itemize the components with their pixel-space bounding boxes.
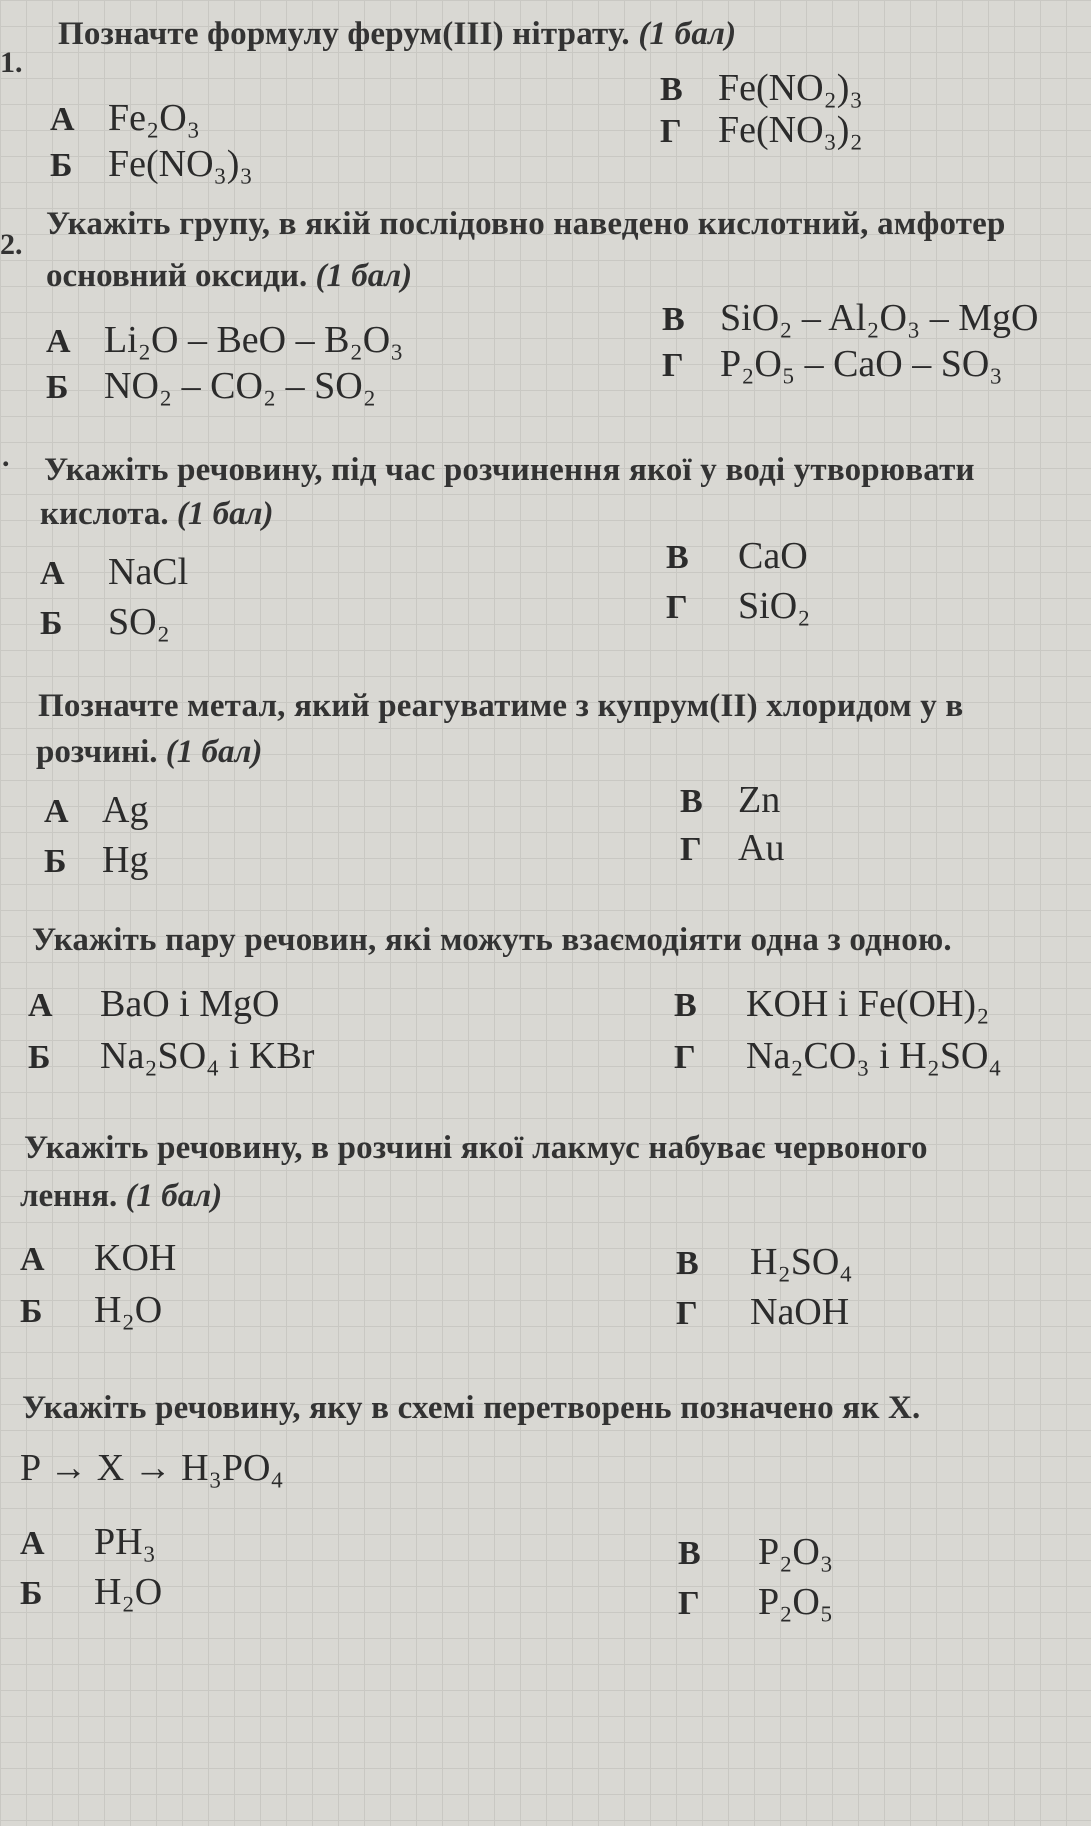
option-letter: А xyxy=(40,555,65,592)
option-g[interactable] xyxy=(666,584,810,628)
points-label: (1 бал) xyxy=(315,258,413,294)
question-stem: Укажіть речовину, яку в схемі перетворень позначено як X. xyxy=(22,1390,921,1426)
option-letter: В xyxy=(678,1535,701,1572)
question-stem: Укажіть пару речовин, які можуть взаємодіяти одна з одною. xyxy=(32,922,952,958)
option-a[interactable] xyxy=(46,318,403,362)
option-letter: Г xyxy=(680,831,702,868)
option-value: SO₂ xyxy=(108,601,170,643)
question-text xyxy=(22,1390,920,1427)
option-value: NaOH xyxy=(750,1291,850,1333)
option-value: SiO₂ – Al₂O₃ – MgO xyxy=(720,297,1039,339)
points-label: (1 бал) xyxy=(176,496,274,532)
option-g[interactable] xyxy=(676,1290,849,1334)
option-letter: Б xyxy=(46,369,69,406)
option-a[interactable] xyxy=(20,1236,176,1280)
option-value: P₂O₅ xyxy=(758,1581,834,1623)
option-letter: Б xyxy=(20,1575,43,1612)
option-letter: В xyxy=(674,987,697,1024)
option-value: KOH xyxy=(94,1237,177,1279)
question-text xyxy=(24,1130,928,1167)
option-value: Zn xyxy=(738,779,781,821)
points-label: (1 бал) xyxy=(638,16,737,52)
option-letter: В xyxy=(676,1245,699,1282)
option-a[interactable] xyxy=(40,550,188,594)
option-value: Li₂O – BeO – B₂O₃ xyxy=(104,319,404,361)
option-letter: В xyxy=(660,71,683,108)
points-label: (1 бал) xyxy=(165,734,263,770)
question-number: 1. xyxy=(0,46,23,79)
option-value: PH₃ xyxy=(94,1521,156,1563)
option-v[interactable] xyxy=(680,778,780,822)
option-value: Hg xyxy=(102,839,149,881)
question-stem-cont: розчині. xyxy=(36,734,158,770)
question-stem: Укажіть речовину, в розчині якої лакмус набуває червоного xyxy=(24,1130,928,1166)
option-value: NO₂ – CO₂ – SO₂ xyxy=(104,365,376,407)
option-g[interactable] xyxy=(660,108,863,152)
option-a[interactable] xyxy=(28,982,279,1026)
question-text-line2 xyxy=(20,1178,222,1215)
option-g[interactable] xyxy=(680,826,784,870)
option-value: Fe(NO₂)₃ xyxy=(718,67,863,109)
option-g[interactable] xyxy=(678,1580,833,1624)
option-v[interactable] xyxy=(660,66,863,110)
question-text-line2 xyxy=(46,258,412,295)
question-text-line2 xyxy=(40,496,274,533)
points-label: (1 бал) xyxy=(125,1178,223,1214)
option-letter: Б xyxy=(50,147,73,184)
question-text xyxy=(38,688,963,725)
option-letter: Г xyxy=(676,1295,698,1332)
option-value: BaO і MgO xyxy=(100,983,280,1025)
option-value: P₂O₃ xyxy=(758,1531,834,1573)
question-stem: Позначте метал, який реагуватиме з купрум(II) хлоридом у в xyxy=(38,688,964,724)
question-number: 2. xyxy=(0,228,23,261)
conversion-scheme: P → X → H₃PO₄ xyxy=(20,1447,284,1489)
option-value: NaCl xyxy=(108,551,189,593)
question-text xyxy=(46,206,1006,243)
option-letter: А xyxy=(50,101,75,138)
option-v[interactable] xyxy=(676,1240,853,1284)
option-letter: Б xyxy=(28,1039,51,1076)
question-text-line2 xyxy=(36,734,262,771)
option-letter: Г xyxy=(662,347,684,384)
option-value: Na₂SO₄ і KBr xyxy=(100,1035,315,1077)
option-b[interactable] xyxy=(28,1034,314,1078)
option-letter: Г xyxy=(674,1039,696,1076)
option-b[interactable] xyxy=(20,1570,162,1614)
option-value: KOH і Fe(OH)₂ xyxy=(746,983,990,1025)
question-text xyxy=(44,452,975,489)
question-text xyxy=(32,922,952,959)
option-b[interactable] xyxy=(50,142,253,186)
option-v[interactable] xyxy=(666,534,808,578)
option-letter: А xyxy=(44,793,69,830)
question-stem-cont: основний оксиди. xyxy=(46,258,308,294)
option-v[interactable] xyxy=(662,296,1038,340)
option-value: P₂O₅ – CaO – SO₃ xyxy=(720,343,1003,385)
option-value: Fe(NO₃)₂ xyxy=(718,109,863,151)
option-value: H₂SO₄ xyxy=(750,1241,853,1283)
option-letter: Б xyxy=(44,843,67,880)
option-letter: Б xyxy=(20,1293,43,1330)
option-a[interactable] xyxy=(44,788,148,832)
option-letter: Г xyxy=(678,1585,700,1622)
option-letter: Б xyxy=(40,605,63,642)
option-a[interactable] xyxy=(20,1520,156,1564)
option-letter: В xyxy=(666,539,689,576)
question-stem: Позначте формулу ферум(III) нітрату. xyxy=(58,16,630,52)
option-letter: В xyxy=(680,783,703,820)
option-value: SiO₂ xyxy=(738,585,811,627)
option-b[interactable] xyxy=(44,838,148,882)
question-stem: Укажіть речовину, під час розчинення якої у воді утворювати xyxy=(44,452,975,488)
option-letter: Г xyxy=(666,589,688,626)
option-letter: В xyxy=(662,301,685,338)
option-letter: А xyxy=(28,987,53,1024)
question-stem: Укажіть групу, в якій послідовно наведено кислотний, амфотер xyxy=(46,206,1006,242)
option-b[interactable] xyxy=(46,364,376,408)
option-v[interactable] xyxy=(678,1530,833,1574)
option-b[interactable] xyxy=(40,600,170,644)
option-letter: А xyxy=(46,323,71,360)
option-value: H₂O xyxy=(94,1571,163,1613)
option-value: Au xyxy=(738,827,785,869)
question-stem-cont: лення. xyxy=(20,1178,118,1214)
option-letter: Г xyxy=(660,113,682,150)
option-g[interactable] xyxy=(674,1034,1002,1078)
question-number: . xyxy=(2,440,10,473)
option-value: CaO xyxy=(738,535,808,577)
option-letter: А xyxy=(20,1525,45,1562)
option-value: Fe(NO₃)₃ xyxy=(108,143,253,185)
option-value: Fe₂O₃ xyxy=(108,97,200,139)
option-value: Ag xyxy=(102,789,149,831)
option-g[interactable] xyxy=(662,342,1003,386)
option-b[interactable] xyxy=(20,1288,162,1332)
option-a[interactable] xyxy=(50,96,200,140)
option-v[interactable] xyxy=(674,982,989,1026)
option-value: Na₂CO₃ і H₂SO₄ xyxy=(746,1035,1002,1077)
option-value: H₂O xyxy=(94,1289,163,1331)
question-stem-cont: кислота. xyxy=(40,496,169,532)
question-text xyxy=(58,16,736,53)
option-letter: А xyxy=(20,1241,45,1278)
